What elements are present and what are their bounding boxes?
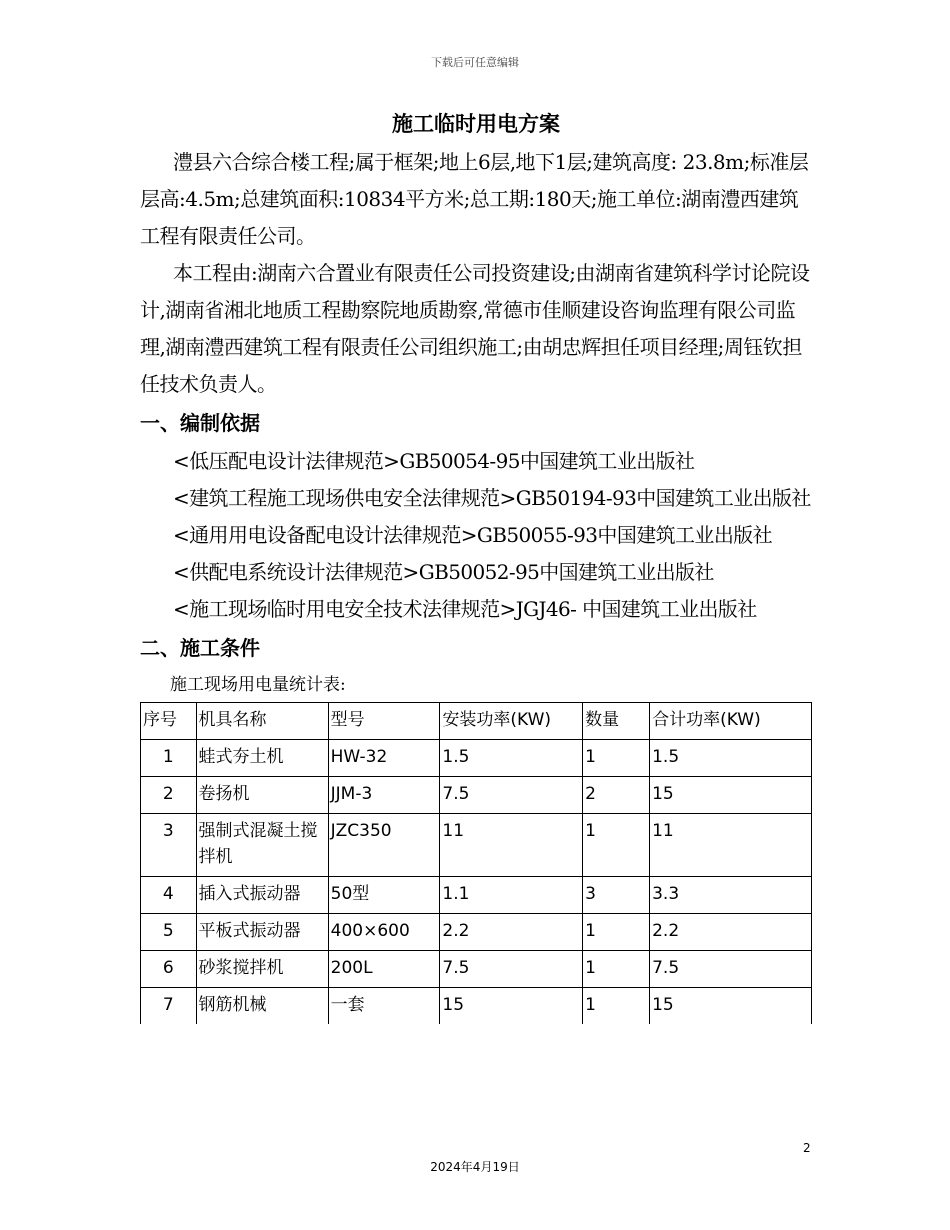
cell-total: 15: [650, 988, 812, 1025]
cell-power: 2.2: [440, 914, 583, 951]
document-title: 施工临时用电方案: [392, 112, 560, 136]
table-row: [141, 988, 812, 1025]
cell-seq: 3: [141, 814, 197, 877]
cell-model: 400×600: [328, 914, 440, 951]
cell-qty: 1: [583, 988, 650, 1025]
reference-item: <通用用电设备配电设计法律规范>GB50055-93中国建筑工业出版社: [173, 523, 773, 547]
table-row: [141, 877, 812, 914]
table-header-row: [141, 703, 812, 740]
cell-total: 15: [650, 777, 812, 814]
cell-model: 50型: [328, 877, 440, 914]
cell-name: 蛙式夯土机: [196, 740, 328, 777]
cell-power: 7.5: [440, 777, 583, 814]
cell-seq: 2: [141, 777, 197, 814]
cell-model: HW-32: [328, 740, 440, 777]
table-caption: 施工现场用电量统计表:: [170, 675, 346, 695]
cell-total: 1.5: [650, 740, 812, 777]
document-body: [140, 110, 812, 1024]
reference-item: <施工现场临时用电安全技术法律规范>JGJ46- 中国建筑工业出版社: [173, 597, 757, 621]
cell-total: 11: [650, 814, 812, 877]
cell-qty: 3: [583, 877, 650, 914]
cell-qty: 1: [583, 814, 650, 877]
cell-model: JJM-3: [328, 777, 440, 814]
project-parties-paragraph: 本工程由:湖南六合置业有限责任公司投资建设;由湖南省建筑科学讨论院设计,湖南省湘北地质工程勘察院地质勘察,常德市佳顺建设咨询监理有限公司监理,湖南澧西建筑工程有限责任公司组织施工;由胡忠辉担任项目经理;周钰钦担任技术负责人。: [140, 261, 810, 396]
page-number: 2: [803, 1141, 811, 1155]
cell-seq: 4: [141, 877, 197, 914]
cell-qty: 1: [583, 914, 650, 951]
table-row: [141, 951, 812, 988]
reference-item: <低压配电设计法律规范>GB50054-95中国建筑工业出版社: [173, 449, 695, 473]
cell-total: 7.5: [650, 951, 812, 988]
cell-qty: 1: [583, 951, 650, 988]
cell-name: 平板式振动器: [196, 914, 328, 951]
cell-total: 3.3: [650, 877, 812, 914]
section-heading-conditions: 二、施工条件: [140, 636, 260, 660]
page-header: 下载后可任意编辑: [431, 56, 519, 69]
column-header-model: 型号: [328, 703, 440, 740]
reference-item: <供配电系统设计法律规范>GB50052-95中国建筑工业出版社: [173, 560, 714, 584]
cell-model: 一套: [328, 988, 440, 1025]
column-header-qty: 数量: [583, 703, 650, 740]
table-row: [141, 914, 812, 951]
table-row: [141, 814, 812, 877]
cell-power: 11: [440, 814, 583, 877]
cell-seq: 6: [141, 951, 197, 988]
cell-seq: 1: [141, 740, 197, 777]
project-overview-paragraph: 澧县六合综合楼工程;属于框架;地上6层,地下1层;建筑高度: 23.8m;标准层层高:4.5m;总建筑面积:10834平方米;总工期:180天;施工单位:湖南澧西建筑工程有限责任公司。: [140, 150, 809, 248]
cell-seq: 7: [141, 988, 197, 1025]
cell-power: 7.5: [440, 951, 583, 988]
cell-qty: 1: [583, 740, 650, 777]
cell-seq: 5: [141, 914, 197, 951]
column-header-power: 安装功率(KW): [440, 703, 583, 740]
page-footer-date: 2024年4月19日: [430, 1160, 520, 1174]
reference-item: <建筑工程施工现场供电安全法律规范>GB50194-93中国建筑工业出版社: [173, 486, 811, 510]
cell-name: 卷扬机: [196, 777, 328, 814]
cell-total: 2.2: [650, 914, 812, 951]
cell-name: 砂浆搅拌机: [196, 951, 328, 988]
power-usage-table: [140, 702, 812, 1024]
cell-name: 钢筋机械: [196, 988, 328, 1025]
section-heading-basis: 一、编制依据: [140, 411, 260, 435]
column-header-total: 合计功率(KW): [650, 703, 812, 740]
cell-qty: 2: [583, 777, 650, 814]
cell-model: JZC350: [328, 814, 440, 877]
cell-name: 插入式振动器: [196, 877, 328, 914]
cell-model: 200L: [328, 951, 440, 988]
cell-name: 强制式混凝土搅拌机: [196, 814, 328, 877]
column-header-seq: 序号: [141, 703, 197, 740]
table-row: [141, 777, 812, 814]
cell-power: 15: [440, 988, 583, 1025]
column-header-name: 机具名称: [196, 703, 328, 740]
cell-power: 1.1: [440, 877, 583, 914]
table-row: [141, 740, 812, 777]
cell-power: 1.5: [440, 740, 583, 777]
